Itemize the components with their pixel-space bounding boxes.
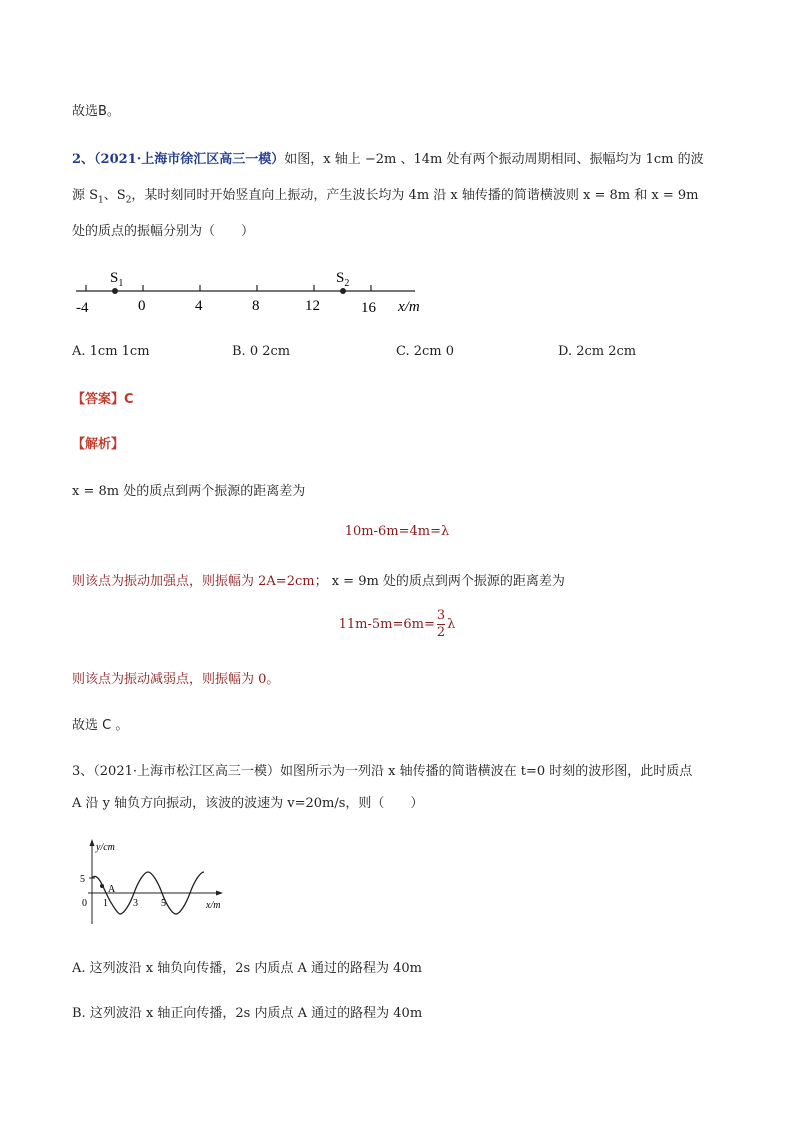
analysis-equation2: [0, 608, 794, 641]
tick-label: -4: [76, 300, 89, 316]
analysis-line1: x = 8m 处的质点到两个振源的距离差为: [72, 484, 306, 499]
q2-option-d: D. 2cm 2cm: [558, 344, 637, 359]
q2-line3: 处的质点的振幅分别为（ ）: [72, 224, 255, 239]
conclusion-c: 故选 C 。: [72, 718, 129, 733]
number-line-figure: [70, 262, 450, 320]
tick-label: 0: [138, 298, 146, 314]
q2-option-b: B. 0 2cm: [232, 344, 291, 359]
q3-line1: 3、（2021·上海市松江区高三一模）如图所示为一列沿 x 轴传播的简谐横波在 t=0 时刻的波形图，此时质点: [72, 764, 693, 779]
q2-text1: 如图，x 轴上 −2m 、14m 处有两个振动周期相同、振幅均为 1cm 的波: [284, 152, 704, 167]
answer-label: 【答案】: [72, 392, 125, 407]
tick-label: 12: [305, 298, 320, 314]
answer-value: C: [124, 392, 134, 407]
q3-option-a: A. 这列波沿 x 轴负向传播，2s 内质点 A 通过的路程为 40m: [72, 961, 422, 976]
fraction-numerator: 3: [436, 608, 446, 623]
x-axis-arrow: [216, 891, 223, 896]
x-tick-label: 5: [161, 898, 166, 909]
axis-label: x/m: [398, 299, 420, 315]
s2-label: $S_2$: [336, 270, 350, 289]
analysis-equation1: 10m-6m=4m=λ: [344, 524, 450, 539]
analysis-line3-post: ； x = 9m 处的质点到两个振源的距离差为: [314, 574, 565, 589]
y-axis-arrow: [90, 839, 95, 846]
q3-line2: A 沿 y 轴负方向振动，该波的波速为 v=20m/s，则（ ）: [72, 796, 424, 811]
q2-line1: [72, 148, 704, 167]
q2-option-a: A. 1cm 1cm: [72, 344, 150, 359]
analysis-line3: [72, 570, 565, 589]
y-value-label: 5: [80, 874, 85, 885]
x-axis-label: x/m: [206, 900, 221, 911]
tick-label: 4: [195, 298, 203, 314]
equation2-left: 11m-5m=6m=: [338, 617, 435, 632]
q2-line2: 源 $S_1$、$S_2$，某时刻同时开始竖直向上振动，产生波长均为 4m 沿 x 轴传播的简谐横波则 x = 8m 和 x = 9m: [72, 188, 699, 206]
y-axis-label: y/cm: [96, 842, 115, 853]
q2-number: 2、: [72, 152, 95, 167]
analysis-line3-pre: 则该点为振动加强点，则振幅为: [72, 574, 259, 589]
s1-label: $S_1$: [110, 270, 124, 289]
x-tick-label: 1: [103, 898, 108, 909]
fraction-denominator: 2: [436, 625, 446, 640]
conclusion-b: 故选B。: [72, 104, 120, 119]
q2-source: （2021·上海市徐汇区高三一模）: [94, 152, 285, 167]
q3-option-b: B. 这列波沿 x 轴正向传播，2s 内质点 A 通过的路程为 40m: [72, 1006, 423, 1021]
equation2-lambda: λ: [447, 617, 456, 632]
origin-label: 0: [82, 898, 87, 909]
waveform-figure: [72, 836, 242, 928]
analysis-line5: 则该点为振动减弱点，则振幅为 0。: [72, 672, 280, 687]
q2-text2-post: ，某时刻同时开始竖直向上振动，产生波长均为 4m 沿 x 轴传播的简谐横波则 x = 8m 和 x = 9m: [131, 188, 699, 203]
q2-text2-mid: 、S: [103, 188, 126, 203]
tick-label: 16: [361, 300, 376, 316]
q2-option-c: C. 2cm 0: [396, 344, 455, 359]
answer-line: [72, 388, 134, 407]
x-tick-label: 3: [133, 898, 138, 909]
point-a-label: A: [108, 884, 116, 895]
q2-text2-pre: 源 S: [72, 188, 99, 203]
amplitude-value: 2A=2cm: [258, 574, 315, 589]
tick-label: 8: [252, 298, 260, 314]
point-a-dot: [100, 884, 104, 888]
source-s1-dot: [112, 288, 118, 294]
analysis-label: 【解析】: [72, 437, 125, 452]
fraction: [437, 608, 445, 641]
